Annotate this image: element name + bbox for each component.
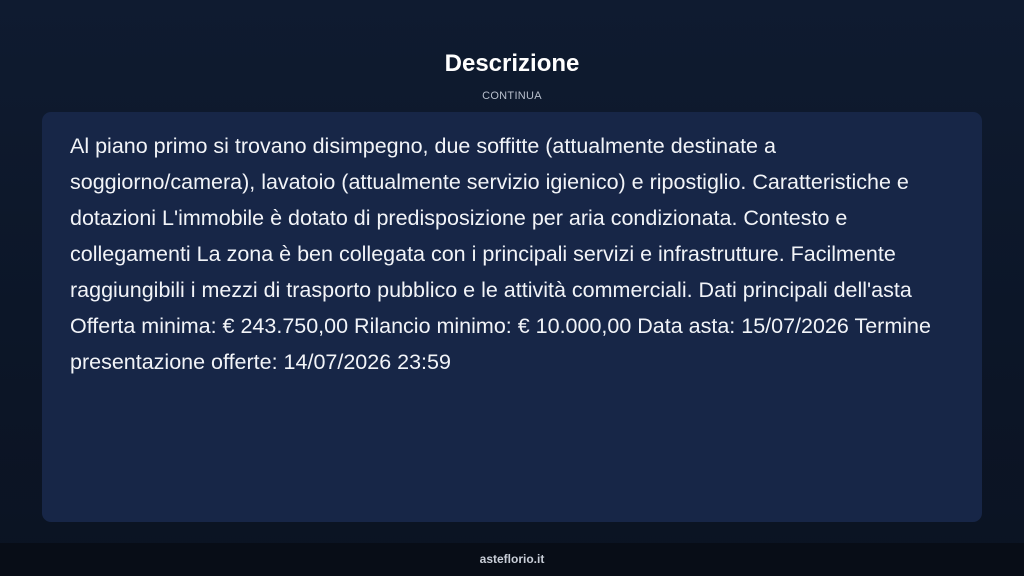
description-text: Al piano primo si trovano disimpegno, due soffitte (attualmente destinate a soggiorno/camera), lavatoio (attualmente servizio igienico) e ripostiglio. Caratteristiche e dotazioni L'immobile è dotato di predisposizione per aria condizionata. Contesto e collegamenti La zona è ben collegata con i principali servizi e infrastrutture. Facilmente raggiungibili i mezzi di trasporto pubblico e le attività commerciali. Dati principali dell'asta Offerta minima: € 243.750,00 Rilancio minimo: € 10.000,00 Data asta: 15/07/2026 Termine presentazione offerte: 14/07/2026 23:59 (70, 134, 931, 374)
continue-label: CONTINUA (482, 90, 542, 102)
description-card (42, 112, 982, 522)
footer-bar (0, 543, 1024, 576)
site-name: asteflorio.it (479, 552, 545, 566)
page-title: Descrizione (444, 50, 580, 77)
